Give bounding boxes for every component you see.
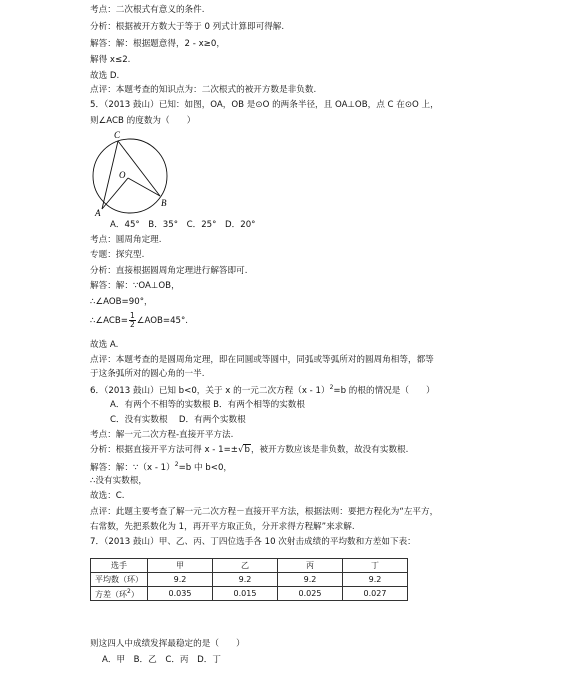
q6-fenxi-post: ，被开方数应该是非负数，故没有实数根.: [250, 445, 409, 455]
q5-zhuanti: 专题：探究型.: [90, 250, 145, 260]
fraction-denominator: 2: [130, 320, 135, 329]
kaodian-line: 考点：二次根式有意义的条件.: [90, 5, 205, 15]
q6-jieda-sup: 2: [174, 461, 179, 468]
q5-jieda: 解答：解：∵OA⊥OB，: [90, 281, 180, 291]
q6-dianping-2: 右常数，先把系数化为 1，再开平方取正负，分开求得方程解”来求解.: [90, 522, 355, 532]
q5-answer: 故选 A.: [90, 340, 119, 350]
table-header-cell: 甲: [148, 559, 213, 573]
q6-option-ab: A．有两个不相等的实数根 B．有两个相等的实数根: [110, 400, 305, 410]
label-b: B: [161, 198, 167, 208]
table-header-cell: 乙: [213, 559, 278, 573]
q6-stem-post: =b 的根的情况是（ ）: [333, 386, 435, 396]
score-table: [90, 558, 408, 601]
q5-dianping-2: 于这条弧所对的圆心角的一半.: [90, 369, 205, 379]
table-cell: 9.2: [213, 573, 278, 587]
variance-label-post: ）: [130, 589, 139, 599]
table-cell: 0.015: [213, 587, 278, 601]
variance-label-sup: 2: [127, 587, 131, 595]
radius-ob: [128, 178, 160, 196]
q5-step2-pre: ∴∠ACB=: [90, 316, 128, 326]
q6-jieda: [90, 462, 232, 473]
q6-answer: 故选：C.: [90, 491, 125, 501]
table-cell: 0.027: [343, 587, 408, 601]
q6-dianping-1: 点评：此题主要考查了解一元二次方程－直接开平方法，根据法则：要把方程化为“左平方，: [90, 507, 439, 517]
q5-step2-post: ∠AOB=45°.: [136, 316, 189, 326]
q7-stem: 7．（2013 鼓山）甲、乙、丙、丁四位选手各 10 次射击成绩的平均数和方差如下表：: [90, 537, 416, 547]
segment-cb: [118, 141, 160, 196]
table-header-cell: 选手: [91, 559, 148, 573]
table-cell: 平均数（环）: [91, 573, 148, 587]
table-cell: 9.2: [148, 573, 213, 587]
q5-kaodian: 考点：圆周角定理.: [90, 235, 162, 245]
q6-stem: [90, 385, 435, 396]
label-o: O: [119, 170, 126, 180]
table-header-cell: 丁: [343, 559, 408, 573]
table-cell: 0.025: [278, 587, 343, 601]
table-row: [91, 573, 408, 587]
q5-options: A．45° B．35° C．25° D．20°: [110, 220, 256, 230]
sqrt-radicand: b: [244, 445, 250, 455]
q5-stem-line1: 5．（2013 鼓山）已知：如图，OA，OB 是⊙O 的两条半径，且 OA⊥OB，点 C 在⊙O 上，: [90, 100, 439, 110]
dianping-line: 点评：本题考查的知识点为：二次根式的被开方数是非负数.: [90, 85, 317, 95]
q5-step1: ∴∠AOB=90°，: [90, 297, 153, 307]
answer-line: 故选 D.: [90, 71, 120, 81]
fraction-numerator: 1: [130, 311, 135, 320]
q6-option-cd: C．没有实数根 D．有两个实数根: [110, 415, 246, 425]
q6-fenxi-pre: 分析：根据直接开平方法可得 x - 1=±: [90, 445, 238, 455]
q5-stem-line2: 则∠ACB 的度数为（ ）: [90, 116, 196, 126]
table-cell: 9.2: [278, 573, 343, 587]
q7-options: A．甲 B．乙 C．丙 D．丁: [102, 655, 221, 665]
q6-stem-sup: 2: [329, 384, 334, 391]
q5-step2: [90, 312, 188, 329]
solution-line: 解得 x≤2.: [90, 55, 131, 65]
label-a: A: [95, 208, 101, 216]
jieda-line: 解答：解：根据题意得，2 - x≥0，: [90, 39, 225, 49]
q6-step: ∴没有实数根，: [90, 476, 148, 486]
table-header-cell: 丙: [278, 559, 343, 573]
label-c: C: [114, 130, 121, 140]
q6-jieda-post: =b 中 b<0，: [178, 463, 233, 473]
circle-figure: [92, 126, 174, 216]
q5-dianping-1: 点评：本题考查的是圆周角定理，即在同圆或等圆中，同弧或等弧所对的圆周角相等，都等: [90, 355, 434, 365]
fraction-half: [129, 312, 136, 329]
fenxi-line: 分析：根据被开方数大于等于 0 列式计算即可得解.: [90, 22, 285, 32]
q6-jieda-pre: 解答：解：∵（x - 1）: [90, 463, 175, 473]
q5-fenxi: 分析：直接根据圆周角定理进行解答即可.: [90, 266, 248, 276]
q6-fenxi: [90, 446, 408, 455]
table-row: [91, 587, 408, 601]
variance-label-pre: 方差（环: [95, 589, 127, 599]
table-cell: [91, 587, 148, 601]
table-row: [91, 559, 408, 573]
table-cell: 9.2: [343, 573, 408, 587]
q6-stem-pre: 6．（2013 鼓山）已知 b<0，关于 x 的一元二次方程（x - 1）: [90, 386, 330, 396]
q7-question: 则这四人中成绩发挥最稳定的是（ ）: [90, 639, 245, 649]
q6-kaodian: 考点：解一元二次方程-直接开平方法.: [90, 430, 234, 440]
sqrt-symbol: √: [237, 445, 244, 455]
table-cell: 0.035: [148, 587, 213, 601]
